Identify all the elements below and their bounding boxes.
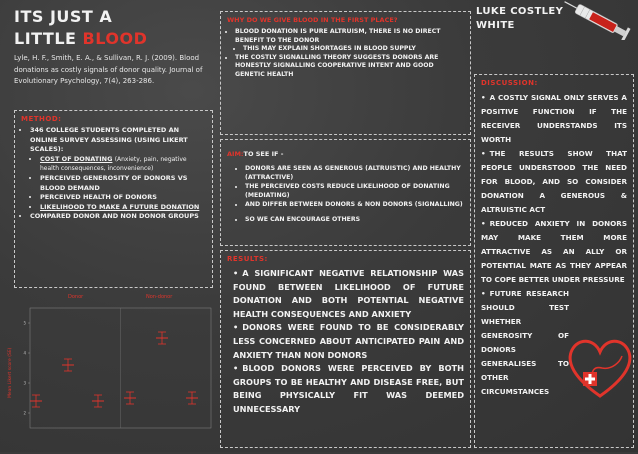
method-list xyxy=(21,126,206,222)
legend-donor: Donor xyxy=(68,294,84,300)
aim-line xyxy=(227,150,464,158)
aim-item: • SO WE CAN ENCOURAGE OTHERS xyxy=(245,215,464,224)
aim-text: TO SEE IF - xyxy=(243,150,284,158)
results-list xyxy=(227,267,464,417)
legend-nondonor: Non-donor xyxy=(146,294,173,300)
results-box xyxy=(220,250,471,448)
results-item: • DONORS WERE FOUND TO BE CONSIDERABLY LESS CONCERNED ABOUT ANTICIPATED PAIN AND ANXIETY THAN NON DONORS xyxy=(233,322,464,360)
method-item: • 346 COLLEGE STUDENTS COMPLETED AN ONLINE SURVEY ASSESSING (USING LIKERT SCALES): xyxy=(30,126,206,155)
method-box xyxy=(14,110,213,288)
syringe-icon xyxy=(560,0,638,40)
aim-box xyxy=(220,139,471,246)
results-item: • BLOOD DONORS WERE PERCEIVED BY BOTH GROUPS TO BE HEALTHY AND DISEASE FREE, BUT BEING PHYSICALLY FIT WAS DEEMED UNNECESSARY xyxy=(233,363,464,414)
aim-label: AIM: xyxy=(227,150,244,158)
title-blood-word: BLOOD xyxy=(82,29,148,48)
why-subitem: • THIS MAY EXPLAIN SHORTAGES IN BLOOD SUPPLY xyxy=(243,45,464,54)
aim-list xyxy=(227,164,464,224)
poster-title xyxy=(14,6,204,50)
discussion-item: • A COSTLY SIGNAL ONLY SERVES A POSITIVE FUNCTION IF THE RECEIVER UNDERSTANDS ITS WORTH xyxy=(481,93,627,144)
y-tick-label: 3 xyxy=(23,380,26,386)
why-question: WHY DO WE GIVE BLOOD IN THE FIRST PLACE? xyxy=(227,16,398,24)
method-subitem: • COST OF DONATING (Anxiety, pain, negative health consequences, inconvenience) xyxy=(40,155,206,174)
author-line-1: LUKE COSTLEY xyxy=(476,6,564,17)
why-box xyxy=(220,11,471,135)
author-line-2: WHITE xyxy=(476,20,515,31)
aim-item: • DONORS ARE SEEN AS GENEROUS (ALTRUISTIC) AND HEALTHY (ATTRACTIVE) xyxy=(245,164,464,182)
y-tick-label: 5 xyxy=(23,320,26,326)
y-tick-label: 2 xyxy=(23,410,26,416)
method-item: • COMPARED DONOR AND NON DONOR GROUPS xyxy=(30,212,206,222)
discussion-item: • THE RESULTS SHOW THAT PEOPLE UNDERSTOOD THE NEED FOR BLOOD, AND SO CONSIDER DONATION A GENEROUS & ALTRUISTIC ACT xyxy=(481,149,627,214)
discussion-item: • REDUCED ANXIETY IN DONORS MAY MAKE THEM MORE ATTRACTIVE AS AN ALLY OR POTENTIAL MATE AS THEY APPEAR TO COPE BETTER UNDER PRESSURE xyxy=(481,219,627,284)
method-subitem: • PERCEIVED HEALTH OF DONORS xyxy=(40,193,206,203)
title-line-2-text: LITTLE xyxy=(14,29,83,48)
why-item: • BLOOD DONATION IS PURE ALTRUISM, THERE IS NO DIRECT BENEFIT TO THE DONOR xyxy=(235,28,464,45)
discussion-header: DISCUSSION: xyxy=(481,79,538,87)
chart-svg xyxy=(6,288,216,450)
method-subitem: • LIKELIHOOD TO MAKE A FUTURE DONATION xyxy=(40,203,206,213)
title-line-1: ITS JUST A xyxy=(14,7,113,26)
aim-item: • AND DIFFER BETWEEN DONORS & NON DONORS (SIGNALLING) xyxy=(245,200,464,209)
aim-item: • THE PERCEIVED COSTS REDUCE LIKELIHOOD OF DONATING (MEDIATING) xyxy=(245,182,464,200)
y-tick-label: 4 xyxy=(23,350,26,356)
why-item: • THE COSTLY SIGNALLING THEORY SUGGESTS DONORS ARE HONESTLY SIGNALLING COOPERATIVE INTENT AND GOOD GENETIC HEALTH xyxy=(235,54,464,80)
method-header: METHOD: xyxy=(21,115,62,123)
title-line-2 xyxy=(14,28,204,50)
why-list xyxy=(227,28,464,80)
chart-ylabel: Mean Likert score (SE) xyxy=(8,347,13,398)
method-subitem: • PERCEIVED GENEROSITY OF DONORS VS BLOOD DEMAND xyxy=(40,174,206,193)
results-item: • A SIGNIFICANT NEGATIVE RELATIONSHIP WAS FOUND BETWEEN LIKELIHOOD OF FUTURE DONATION AND BOTH POTENTIAL NEGATIVE HEALTH CONSEQUENCES AND ANXIETY xyxy=(233,268,464,319)
heart-cross-icon xyxy=(564,332,636,402)
discussion-item: • FUTURE RESEARCH SHOULD TEST WHETHER GENEROSITY OF DONORS GENERALISES TO OTHER CIRCUMSTANCES xyxy=(481,289,569,396)
results-header: RESULTS: xyxy=(227,255,268,263)
citation: Lyle, H. F., Smith, E. A., & Sullivan, R. J. (2009). Blood donations as costly signals of donor quality. Journal of Evolutionary Psychology, 7(4), 263-286. xyxy=(14,54,203,85)
results-chart xyxy=(6,288,216,450)
